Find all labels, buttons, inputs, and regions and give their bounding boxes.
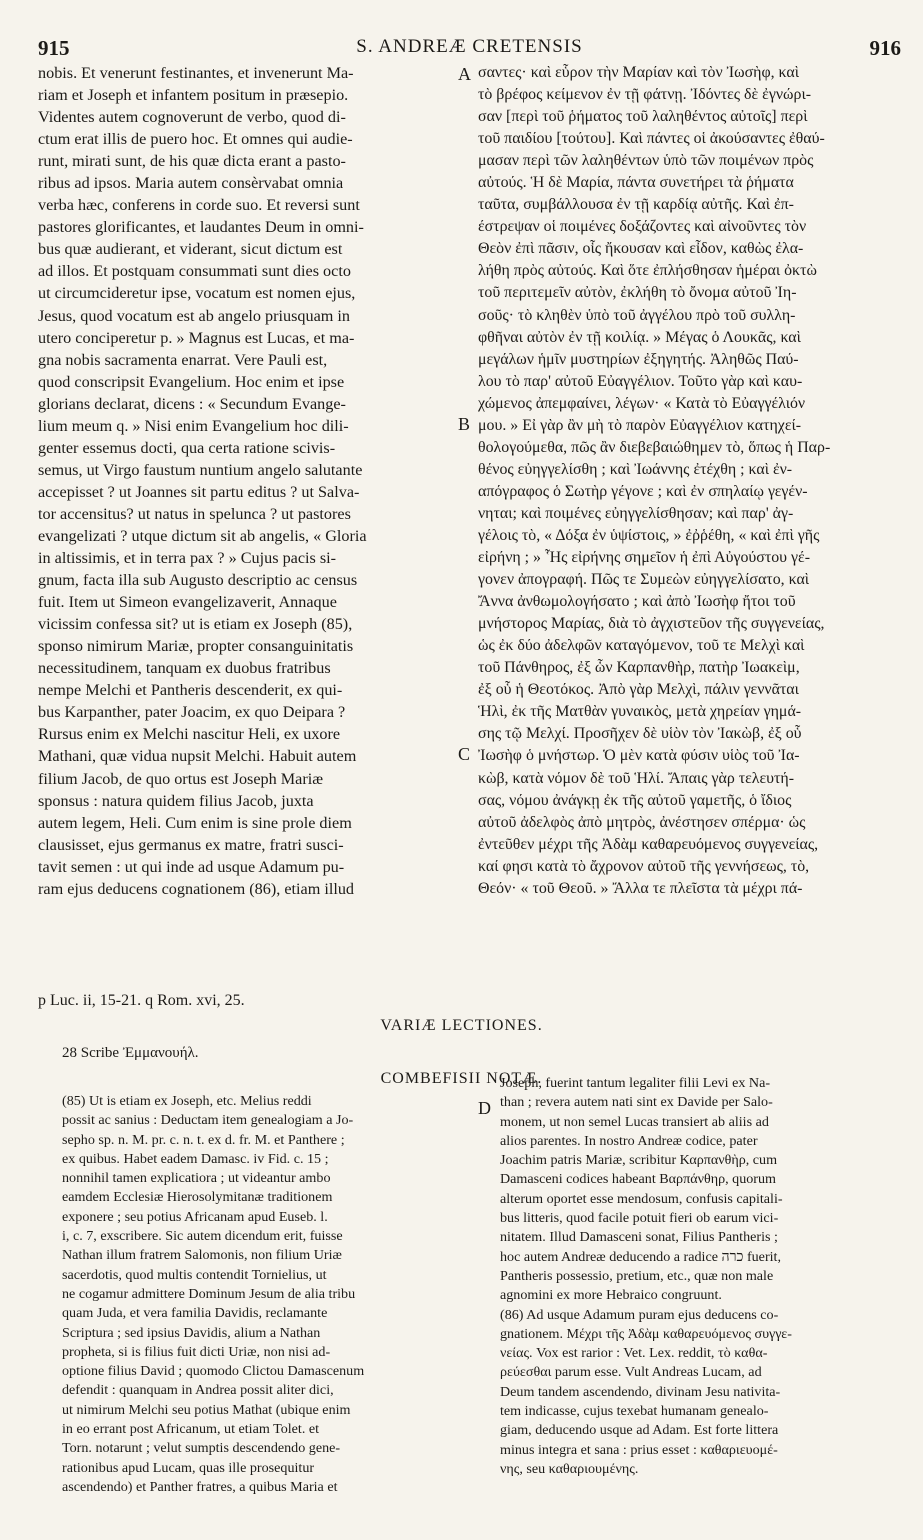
greek-text-line: τοῦ περιτεμεῖν αὐτὸν, ἐκλήθη τὸ ὄνομα αὐτοῦ Ἰη- (478, 284, 797, 302)
latin-column (38, 62, 466, 900)
greek-text-line: μασαν περὶ τῶν λαληθέντων ὑπὸ τῶν ποιμένων πρὸς (478, 152, 814, 170)
greek-text-line: Θεὸν ἐπὶ πᾶσιν, οἷς ἤκουσαν καὶ εἶδον, καθὼς ἐλα- (478, 240, 804, 258)
latin-text-line: in altissimis, et in terra pax ? » Cujus pacis si- (38, 549, 337, 568)
margin-letter-b: B (458, 414, 471, 434)
greek-column (478, 62, 906, 900)
greek-text-line: λήθη πρὸς αὐτούς. Καὶ ὅτε ἐπλήσθησαν ἡμέραι ὀκτὼ (478, 262, 817, 280)
latin-text-line: gna nobis sacramenta enarrat. Vere Pauli est, (38, 350, 328, 369)
note-text-line: hoc autem Andreæ deducendo a radice כרה fuerit, (500, 1248, 781, 1265)
note-text-line: (85) Ut is etiam ex Joseph, etc. Melius reddi (62, 1093, 312, 1109)
note-text-line: rationibus apud Lucam, quas ille prosequitur (62, 1459, 315, 1476)
note-text-line: defendit : quanquam in Andrea possit aliter dici, (62, 1382, 334, 1399)
greek-text-line: τοῦ Πάνθηρος, ἐξ ὧν Καρπανθὴρ, πατὴρ Ἰωακεὶμ, (478, 659, 800, 677)
note-text-line: than ; revera autem nati sint ex Davide per Salo- (500, 1094, 773, 1111)
latin-text-line: clausisset, ejus germanus ex matre, fratri susci- (38, 835, 344, 854)
note-text-line: agnomini ex more Hebraico congruunt. (500, 1287, 722, 1304)
latin-text-line: nempe Melchi et Pantheris descenderit, ex qui- (38, 681, 343, 700)
note-text-line: ex quibus. Habet eadem Damasc. iv Fid. c. 15 ; (62, 1150, 329, 1167)
note-text-line: giam, deducendo usque ad Adam. Est forte littera (500, 1422, 779, 1439)
greek-text-line: μου. » Εἰ γὰρ ἂν μὴ τὸ παρὸν Εὐαγγέλιον κατηχεί- (478, 416, 802, 434)
greek-text-line: νηται; καὶ ποιμένες εὐηγγελίσθησαν; καὶ παρ' ἀγ- (478, 504, 794, 522)
note-text-line: Deum tandem ascendendo, divinam Jesu nativita- (500, 1383, 781, 1400)
note-text-line: sacerdotis, quod multis contendit Tornielius, ut (62, 1266, 327, 1283)
greek-text-line: σαντες· καὶ εὗρον τὴν Μαρίαν καὶ τὸν Ἰωσὴφ, καὶ (478, 64, 800, 81)
greek-text-line: απόγραφος ὁ Σωτὴρ γέγονε ; καὶ ἐν σπηλαίῳ γεγέν- (478, 482, 808, 500)
note-text-line: Joachim patris Mariæ, scribitur Καρπανθὴρ, cum (500, 1152, 778, 1169)
note-text-line: eamdem Ecclesiæ Hierosolymitanæ traditionem (62, 1189, 333, 1206)
latin-text-line: lium meum q. » Nisi enim Evangelium hoc dili- (38, 416, 349, 435)
greek-text-line: μεγάλων ἡμῖν μυστηρίων ἐξηγητής. Ἀληθῶς Παύ- (478, 350, 799, 368)
greek-text-line: γέλοις τὸ, « Δόξα ἐν ὑψίστοις, » ἐῤῥέθη, « καὶ ἐπὶ γῆς (478, 526, 820, 544)
latin-text-line: glorians declarat, dicens : « Secundum Evange- (38, 394, 346, 413)
note-text-line: gnationem. Μέχρι τῆς Ἀδὰμ καθαρευόμενος συγγε- (500, 1325, 792, 1342)
greek-text-line: θένος εὐηγγελίσθη ; καὶ Ἰωάννης ἐτέχθη ; καὶ ἐν- (478, 460, 793, 478)
note-text-line: νης, seu καθαριουμένης. (500, 1460, 639, 1477)
latin-text-line: genter essemus docti, qua certa ratione scivis- (38, 438, 336, 457)
greek-text-line: σαν [περὶ τοῦ ῥήματος τοῦ λαληθέντος αὐτοῖς] περὶ (478, 108, 808, 126)
greek-text-line: φθῆναι αὐτὸν ἐν τῇ κοιλίᾳ. » Μέγας ὁ Λουκᾶς, καὶ (478, 328, 801, 346)
latin-text-line: filium Jacob, de quo ortus est Joseph Mariæ (38, 769, 324, 788)
greek-text-line: ἐντεῦθεν μέχρι τῆς Ἀδὰμ καθαρευόμενος συγγενείας, (478, 835, 819, 853)
note-text-line: monem, ut non semel Lucas transiert ab aliis ad (500, 1113, 769, 1130)
greek-text-line: σοῦς· τὸ κληθὲν ὑπὸ τοῦ ἀγγέλου πρὸ τοῦ συλλη- (478, 306, 796, 324)
latin-text-line: fuit. Item ut Simeon evangelizaverit, Annaque (38, 593, 337, 612)
latin-text-line: ut circumcideretur ipse, vocatum est nomen ejus, (38, 284, 356, 303)
latin-text-line: autem legem, Heli. Cum enim is sine prole diem (38, 813, 352, 832)
latin-text-line: tavit semen : ut qui inde ad usque Adamum pu- (38, 857, 345, 876)
latin-text-line: utero conciperetur p. » Magnus est Lucas, et ma- (38, 328, 355, 347)
note-text-line: optione filius David ; quomodo Clictou Damascenum (62, 1363, 365, 1380)
latin-text-line: accepisset ? ut Joannes sit partu editus ? ut Salva- (38, 482, 360, 501)
running-title: S. ANDREÆ CRETENSIS (356, 36, 583, 57)
latin-text-line: pastores glorificantes, et laudantes Deum in omni- (38, 218, 364, 237)
latin-text-line: sponsus : natura quidem filius Jacob, juxta (38, 791, 314, 810)
notes-right-column (500, 1074, 905, 1479)
latin-text-line: gnum, facta illa sub Augusto descriptio ac census (38, 571, 358, 590)
latin-text-line: semus, ut Virgo faustum nuntium angelo salutante (38, 460, 363, 479)
note-text-line: i, c. 7, exscribere. Sic autem dicendum erit, fuisse (62, 1228, 343, 1245)
latin-text-line: evangelizati ? utque dictum sit ab angelis, « Gloria (38, 526, 367, 545)
latin-text-line: ram ejus deducens cognationem (86), etiam illud (38, 879, 355, 898)
note-text-line: propheta, si is filius fuit dicti Uriæ, non nisi ad- (62, 1343, 331, 1360)
greek-text-line: μνήστορος Μαρίας, διὰ τὸ ἀγχιστεῦον τῆς συγγενείας, (478, 615, 825, 633)
note-text-line: νείας. Vox est rarior : Vet. Lex. reddit, τὸ καθα- (500, 1345, 768, 1362)
note-text-line: nonnihil tamen explicatiora ; ut videantur ambo (62, 1170, 331, 1187)
margin-letter-a: A (458, 64, 471, 84)
greek-text-line: σης τῷ Μελχί. Προσῆχεν δὲ υἱὸν τὸν Ἰακὼβ, ἐξ οὗ (478, 725, 802, 743)
latin-text-line: quod conscripsit Evangelium. Hoc enim et ipse (38, 372, 345, 391)
note-text-line: Torn. notarunt ; velut sumptis descendendo gene- (62, 1440, 341, 1457)
note-text-line: ρεύεσθαι parum esse. Vult Andreas Lucam, ad (500, 1364, 762, 1381)
greek-text-line: κὼβ, κατὰ νόμον δὲ τοῦ Ἡλί. Ἄπαις γὰρ τελευτή- (478, 769, 795, 787)
latin-text-line: vicissim confessa sit? ut is etiam ex Joseph (85), (38, 615, 353, 634)
latin-text-line: ribus ad ipsos. Maria autem consèrvabat omnia (38, 174, 344, 193)
variant-reading-note: 28 Scribe Ἐμμανουήλ. (62, 1045, 199, 1061)
note-text-line: possit ac sanius : Deductam item genealogiam a Jo- (62, 1112, 354, 1129)
note-text-line: bus litteris, quod facile potuit fieri ob earum vici- (500, 1210, 779, 1227)
latin-text-line: necessitudinem, tanquam ex duobus fratribus (38, 659, 331, 678)
greek-text-line: λου τὸ παρ' αὐτοῦ Εὐαγγέλιον. Τοῦτο γὰρ καὶ καυ- (478, 372, 803, 390)
greek-text-line: Ἰωσὴφ ὁ μνήστωρ. Ὁ μὲν κατὰ φύσιν υἱὸς τοῦ Ἰα- (478, 747, 800, 765)
greek-text-line: Ἡλὶ, ἐκ τῆς Ματθὰν γυναικὸς, μετὰ χηρείαν γημά- (478, 703, 802, 721)
scripture-footnotes: p Luc. ii, 15-21. q Rom. xvi, 25. (38, 992, 245, 1009)
margin-letter-c: C (458, 744, 471, 764)
note-text-line: ut nimirum Melchi seu potius Mathat (ubique enim (62, 1401, 351, 1418)
note-text-line: Scriptura ; sed ipsius Davidis, alium a Nathan (62, 1324, 321, 1341)
greek-text-line: χώμενος ἀπεμφαίνει, λέγων· « Κατὰ τὸ Εὐαγγέλιόν (478, 394, 806, 412)
greek-text-line: αὐτοῦ ἀδελφὸς ἀπὸ μητρὸς, ἀνέστησεν σπέρμα· ὡς (478, 813, 806, 831)
note-text-line: Damasceni codices habeant Βαρπάνθηρ, quorum (500, 1171, 776, 1188)
latin-text-line: verba hæc, conferens in corde suo. Et reversi sunt (38, 196, 360, 215)
latin-text-line: nobis. Et venerunt festinantes, et invenerunt Ma- (38, 64, 354, 82)
note-text-line: (86) Ad usque Adamum puram ejus deducens co- (500, 1306, 779, 1323)
note-text-line: nitatem. Illud Damasceni sonat, Filius Pantheris ; (500, 1229, 778, 1246)
margin-letter-d: D (478, 1098, 491, 1118)
latin-text-line: ad illos. Et postquam consummati sunt dies octo (38, 262, 351, 281)
latin-text-line: riam et Joseph et infantem positum in præsepio. (38, 86, 349, 105)
latin-text-line: Mathani, quæ vidua nupsit Melchi. Habuit autem (38, 747, 357, 766)
greek-text-line: γονεν ἀπογραφή. Πῶς τε Συμεὼν εὐηγγελίσατο, καὶ (478, 571, 810, 589)
note-text-line: Pantheris possessio, pretium, etc., quæ non male (500, 1267, 774, 1284)
note-text-line: quam Juda, et vera familia Davidis, reclamante (62, 1305, 328, 1322)
note-text-line: minus integra et sana : prius esset : καθαριευομέ- (500, 1441, 778, 1458)
latin-text-line: tor accensitus? ut natus in spelunca ? ut pastores (38, 504, 351, 523)
greek-text-line: Θεόν· « τοῦ Θεοῦ. » Ἄλλα τε πλεῖστα τὰ μέχρι πά- (478, 879, 803, 897)
greek-text-line: ἐξ οὗ ἡ Θεοτόκος. Ἀπὸ γὰρ Μελχὶ, πάλιν γεννᾶται (478, 681, 799, 699)
note-text-line: sepho sp. n. M. pr. c. n. t. ex d. fr. M. et Panthere ; (62, 1131, 345, 1148)
latin-text-line: Rursus enim ex Melchi nascitur Heli, ex uxore (38, 725, 341, 744)
latin-text-line: Videntes autem cognoverunt de verbo, quod di- (38, 108, 346, 127)
latin-text-line: Jesus, quod vocatum est ab angelo priusquam in (38, 306, 351, 325)
note-text-line: alterum oportet esse mendosum, confusis capitali- (500, 1190, 783, 1207)
greek-text-line: σας, νόμου ἀνάγκῃ ἐκ τῆς αὐτοῦ γαμετῆς, ὁ ἴδιος (478, 791, 792, 809)
greek-text-line: τοῦ παιδίου [τούτου]. Καὶ πάντες οἱ ἀκούσαντες ἐθαύ- (478, 130, 825, 148)
note-text-line: ne cogamur admittere Dominum Jesum de alia tribu (62, 1285, 356, 1302)
note-text-line: Nathan illum fratrem Salomonis, non filium Uriæ (62, 1247, 342, 1264)
page-number-right: 916 (869, 36, 901, 60)
note-text-line: in eo errant post Africanum, ut etiam Tolet. et (62, 1421, 320, 1438)
note-text-line: exponere ; seu potius Africanam apud Euseb. l. (62, 1208, 328, 1225)
greek-text-line: ταῦτα, συμβάλλουσα ἐν τῇ καρδίᾳ αὐτῆς. Καὶ ἐπ- (478, 196, 794, 214)
greek-text-line: εἰρήνη ; » Ἧς εἰρήνης σημεῖον ἡ ἐπὶ Αὐγούστου γέ- (478, 549, 811, 567)
note-text-line: alios parentes. In nostro Andreæ codice, pater (500, 1132, 758, 1149)
latin-text-line: runt, mirati sunt, de his quæ dicta erant a pasto- (38, 152, 346, 171)
latin-text-line: bus quæ audierant, et viderant, sicut dictum est (38, 240, 343, 259)
variae-lectiones-heading: VARIÆ LECTIONES. (380, 1017, 543, 1034)
page-number-left: 915 (38, 36, 70, 60)
combefis-notes-heading: COMBEFISII NOTÆ. (380, 1070, 543, 1087)
greek-text-line: Ἄννα ἀνθωμολογήσατο ; καὶ ἀπὸ Ἰωσὴφ ἤτοι τοῦ (478, 593, 796, 611)
greek-text-line: θολογούμεθα, πῶς ἂν διεβεβαιώθημεν τὸ, ὅπως ἡ Παρ- (478, 438, 831, 456)
greek-text-line: καί φησι κατὰ τὸ ἄχρονον αὐτοῦ τῆς γεννήσεως, τὸ, (478, 857, 810, 875)
note-text-line: tem indicasse, cujus texebat humanam genealo- (500, 1403, 769, 1420)
page-header (38, 36, 901, 62)
note-text-line: Joseph, fuerint tantum legaliter filii Levi ex Na- (500, 1075, 771, 1091)
greek-text-line: έστρεψαν οἱ ποιμένες δοξάζοντες καὶ αἰνοῦντες τὸν (478, 218, 807, 236)
latin-text-line: ctum erat illis de puero hoc. Et omnes qui audie- (38, 130, 353, 149)
latin-text-line: sponso nimirum Mariæ, propter consanguinitatis (38, 637, 354, 656)
latin-text-line: bus Karpanther, pater Joacim, ex quo Deipara ? (38, 703, 346, 722)
greek-text-line: τὸ βρέφος κείμενον ἐν τῇ φάτνῃ. Ἰδόντες δὲ ἐγνώρι- (478, 86, 812, 104)
greek-text-line: ὡς ἐκ δύο ἀδελφῶν καταγόμενον, τοῦ τε Μελχὶ καὶ (478, 637, 805, 655)
notes-left-column (62, 1092, 482, 1497)
greek-text-line: αὐτούς. Ἡ δὲ Μαρία, πάντα συνετήρει τὰ ῥήματα (478, 174, 794, 192)
note-text-line: ascendendo) et Panther fratres, a quibus Maria et (62, 1478, 338, 1495)
